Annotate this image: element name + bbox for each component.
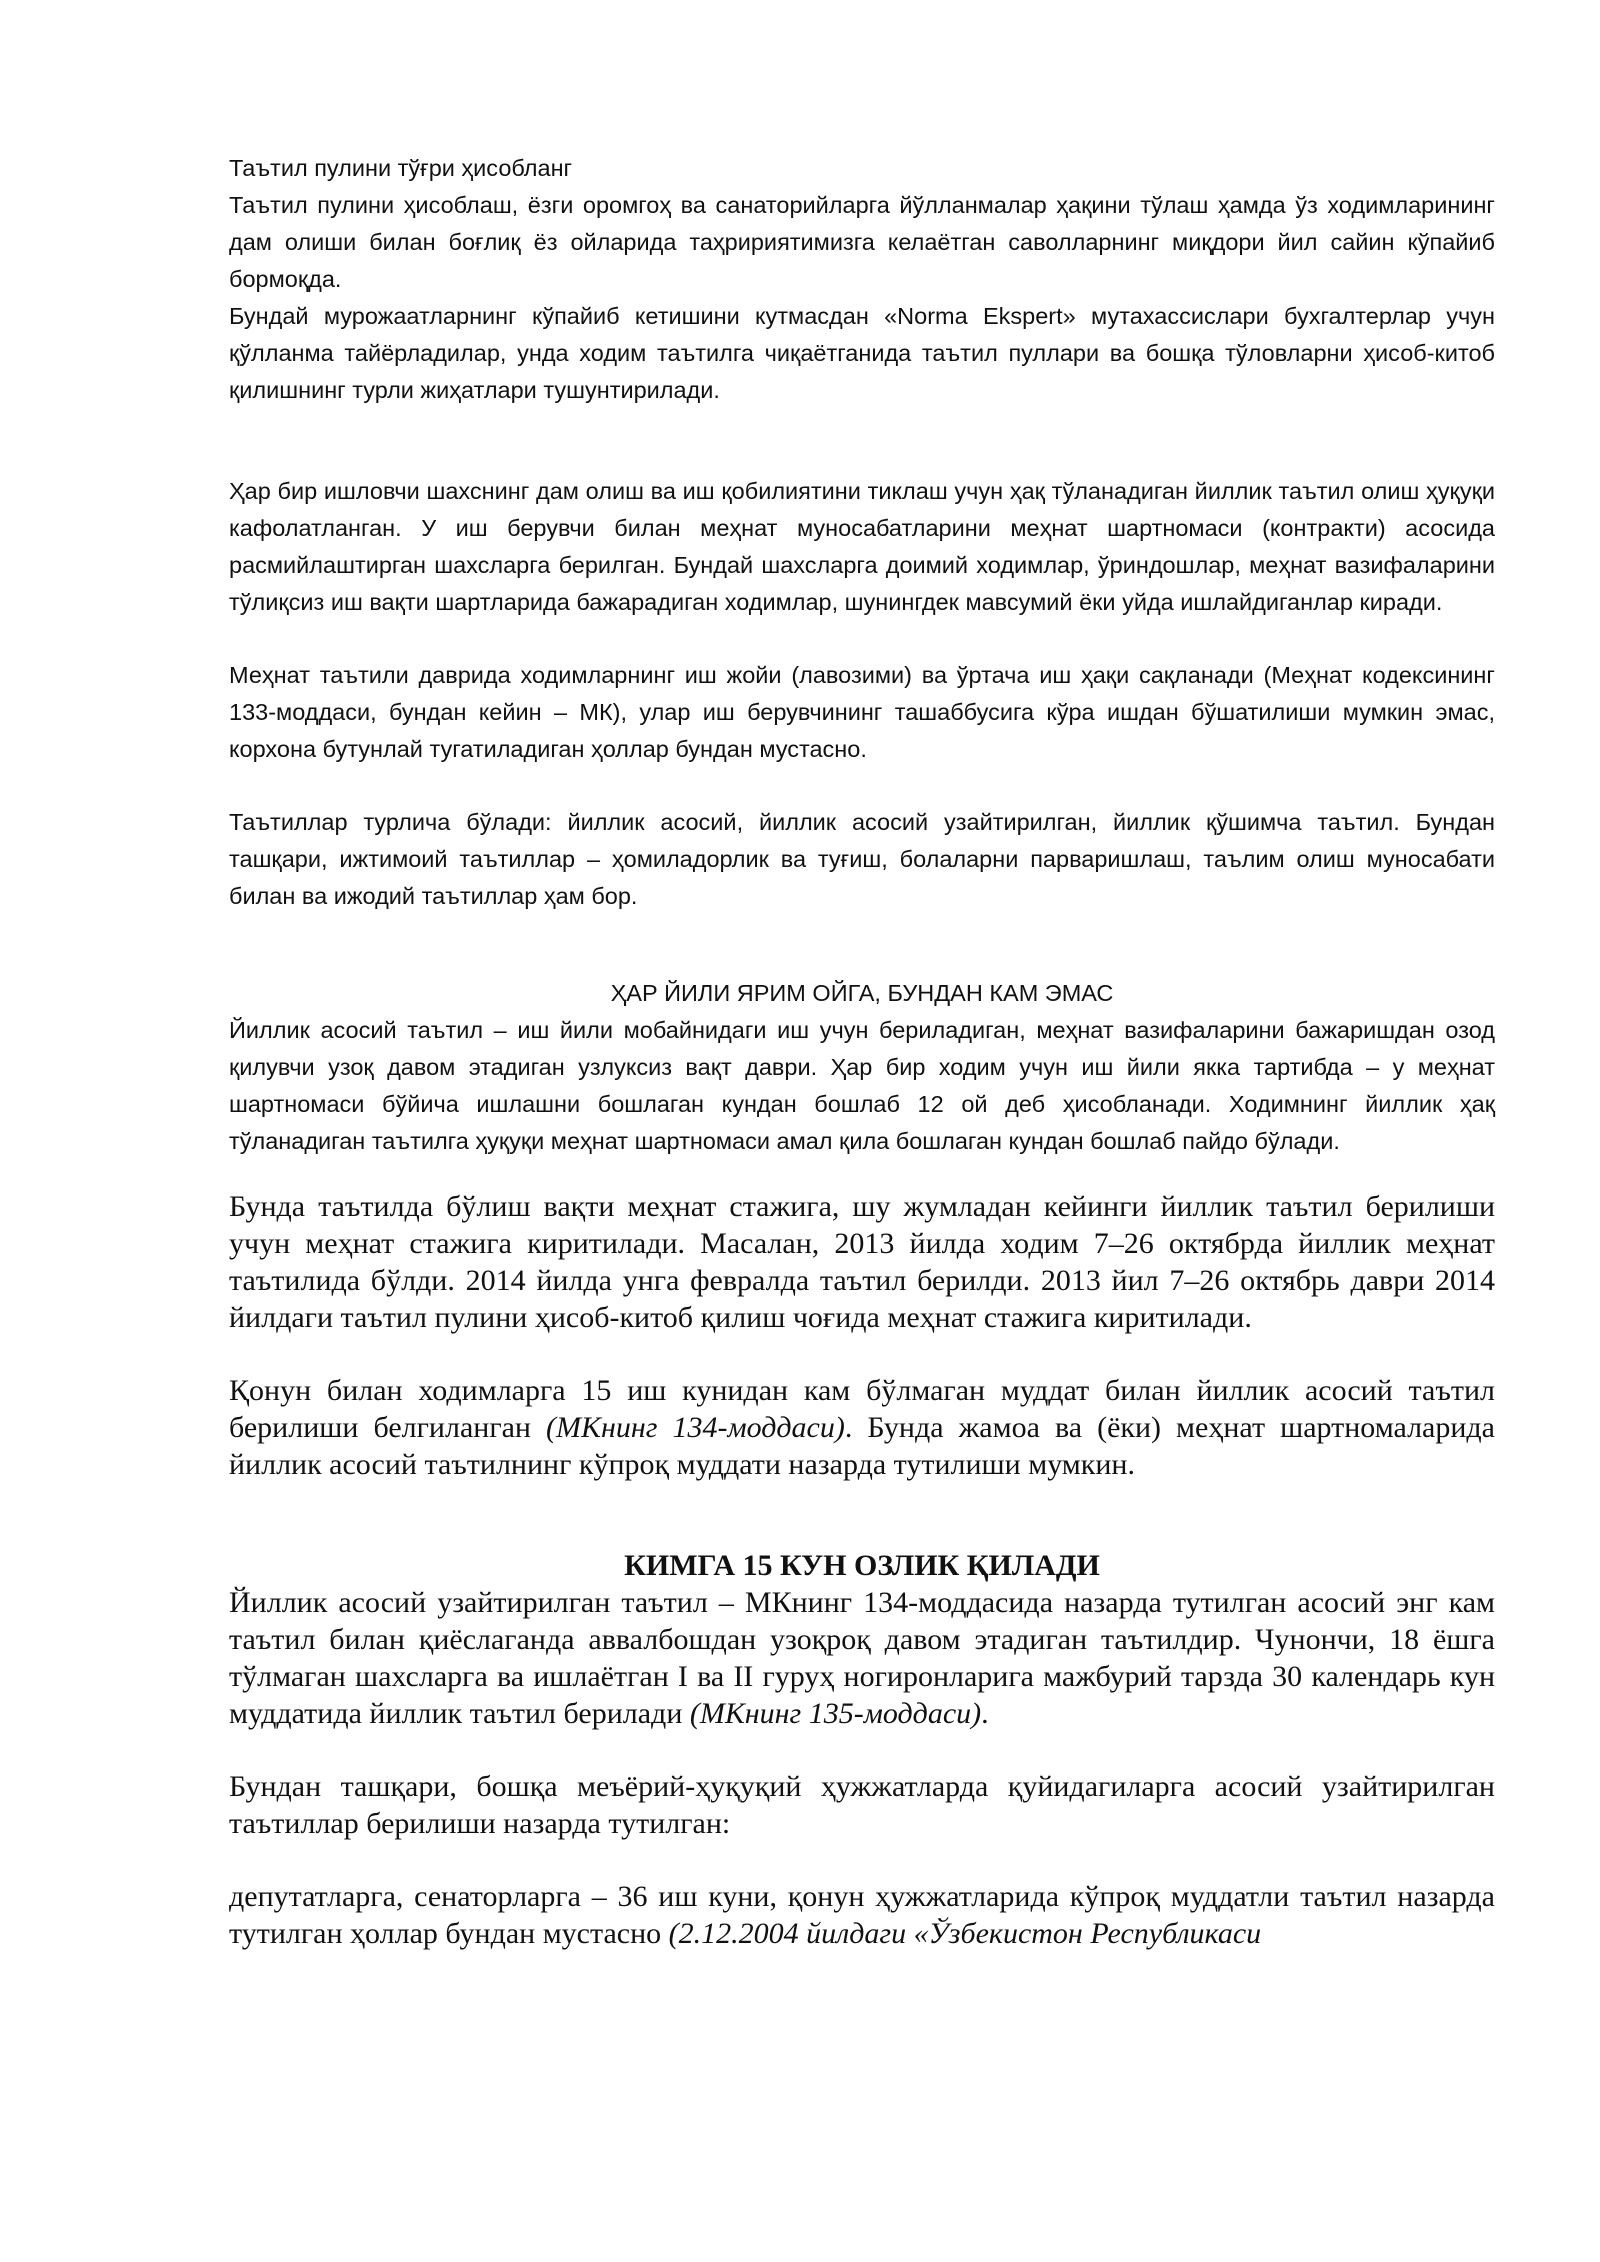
law-reference: (МКнинг 134-моддаси) xyxy=(546,1411,845,1444)
section2-paragraph-1: Йиллик асосий таътил – иш йили мобайнидаги иш учун бериладиган, меҳнат вазифаларини бажаришдан озод қилувчи узоқ давом этадиган узлуксиз вақт даври. Ҳар бир ходим учун иш йили якка тартибда – у меҳнат шартномаси бўйича ишлашни бошлаган кундан бошлаб 12 ой деб ҳисобланади. Ходимнинг йиллик ҳақ тўланадиган таътилга ҳуқуқи меҳнат шартномаси амал қила бошлаган кундан бошлаб пайдо бўлади. xyxy=(229,1017,1495,1154)
spacer xyxy=(229,1483,1495,1547)
text-run: . xyxy=(981,1697,989,1730)
law-reference: (МКнинг 135-моддаси) xyxy=(689,1697,982,1730)
section1-paragraph-3: Таътиллар турлича бўлади: йиллик асосий, йиллик асосий узайтирилган, йиллик қўшимча таътил. Бундан ташқари, ижтимоий таътиллар – ҳомиладорлик ва туғиш, болаларни парваришлаш, таълим олиш муносабати билан ва ижодий таътиллар ҳам бор. xyxy=(229,809,1495,909)
section-3 xyxy=(229,1547,1495,1952)
spacer xyxy=(229,915,1495,975)
section2-paragraph-3 xyxy=(229,1372,1495,1483)
text-run: Йиллик асосий узайтирилган таътил – МКнинг 134-моддасида назарда тутилган асосий энг кам таътил билан қиёслаганда аввалбошдан узоқроқ давом этадиган таътилдир. Чунончи, 18 ёшга тўлмаган шахсларга ва ишлаётган I ва II гуруҳ ногиронларига мажбурий тарзда 30 календарь кун муддатида йиллик таътил берилади xyxy=(229,1586,1495,1730)
section1-paragraph-2: Меҳнат таътили даврида ходимларнинг иш жойи (лавозими) ва ўртача иш ҳақи сақланади (Меҳнат кодексининг 133-моддаси, бундан кейин – МК), улар иш берувчининг ташаббусига кўра ишдан бўшатилиши мумкин эмас, корхона бутунлай тугатиладиган ҳоллар бундан мустасно. xyxy=(229,662,1495,762)
text-run: Қонун билан ходимларга 15 иш кунидан кам бўлмаган муддат билан йиллик асосий таътил берилиши белгиланган xyxy=(229,1374,1495,1444)
intro-paragraph-2: Бундай мурожаатларнинг кўпайиб кетишини кутмасдан «Norma Ekspert» мутахассислари бухгалтерлар учун қўлланма тайёрладилар, унда ходим таътилга чиқаётганида таътил пуллари ва бошқа тўловларни ҳисоб-китоб қилишнинг турли жиҳатлари тушунтирилади. xyxy=(229,303,1495,403)
law-reference: (2.12.2004 йилдаги «Ўзбекистон Республикаси xyxy=(668,1917,1262,1950)
intro-paragraph-1: Таътил пулини ҳисоблаш, ёзги оромгоҳ ва санаторийларга йўлланмалар ҳақини тўлаш ҳамда ўз ходимларининг дам олиши билан боғлиқ ёз ойларида таҳририятимизга келаётган саволларнинг миқдори йил сайин кўпайиб бормоқда. xyxy=(229,192,1495,292)
section3-paragraph-3 xyxy=(229,1878,1495,1952)
spacer xyxy=(229,409,1495,473)
section3-paragraph-2: Бундан ташқари, бошқа меъёрий-ҳуқуқий ҳужжатларда қуйидагиларга асосий узайтирилган таътиллар берилиши назарда тутилган: xyxy=(229,1770,1495,1840)
section1-paragraph-1: Ҳар бир ишловчи шахснинг дам олиш ва иш қобилиятини тиклаш учун ҳақ тўланадиган йиллик таътил олиш ҳуқуқи кафолатланган. У иш берувчи билан меҳнат муносабатларини меҳнат шартномаси (контракти) асосида расмийлаштирган шахсларга берилган. Бундай шахсларга доимий ходимлар, ўриндошлар, меҳнат вазифаларини тўлиқсиз иш вақти шартларида бажарадиган ходимлар, шунингдек мавсумий ёки уйда ишлайдиганлар киради. xyxy=(229,478,1495,615)
intro-block xyxy=(229,150,1495,409)
document-page xyxy=(229,150,1495,1952)
section-2 xyxy=(229,975,1495,1483)
text-run: депутатларга, сенаторларга – 36 иш куни, қонун ҳужжатларида кўпроқ муддатли таътил назарда тутилган ҳоллар бундан мустасно xyxy=(229,1880,1495,1950)
section-1 xyxy=(229,473,1495,915)
article-title: Таътил пулини тўғри ҳисобланг xyxy=(229,155,573,181)
section2-heading: ҲАР ЙИЛИ ЯРИМ ОЙГА, БУНДАН КАМ ЭМАС xyxy=(610,980,1114,1006)
text-run: . Бунда жамоа ва (ёки) меҳнат шартномаларида йиллик асосий таътилнинг кўпроқ муддати назарда тутилиши мумкин. xyxy=(229,1411,1495,1481)
section3-heading: КИМГА 15 КУН ОЗЛИК ҚИЛАДИ xyxy=(624,1549,1100,1582)
section3-paragraph-1 xyxy=(229,1584,1495,1732)
section2-paragraph-2: Бунда таътилда бўлиш вақти меҳнат стажига, шу жумладан кейинги йиллик таътил берилиши учун меҳнат стажига киритилади. Масалан, 2013 йилда ходим 7–26 октябрда йиллик меҳнат таътилида бўлди. 2014 йилда унга февралда таътил берилди. 2013 йил 7–26 октябрь даври 2014 йилдаги таътил пулини ҳисоб-китоб қилиш чоғида меҳнат стажига киритилади. xyxy=(229,1190,1495,1334)
